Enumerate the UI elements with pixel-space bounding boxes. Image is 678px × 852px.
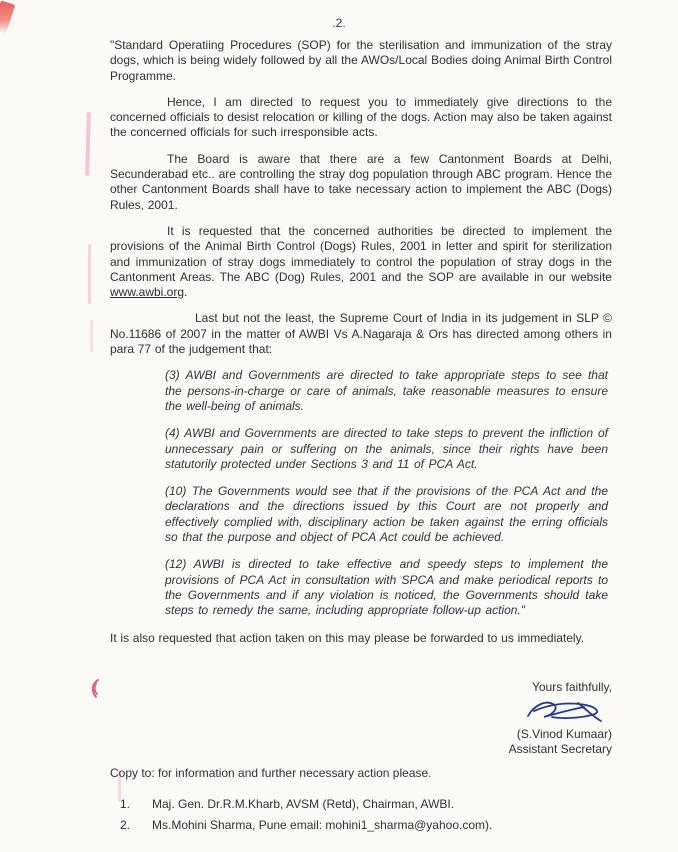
scan-artifact-pink-streak — [85, 112, 91, 176]
copy-to-heading: Copy to: for information and further necessary action please. — [110, 766, 432, 780]
paragraph-sop: "Standard Operatiing Procedures (SOP) for the sterilisation and immunization of the stray dogs, which is being widely followed by all the AWOs/Local Bodies doing Animal Birth Control Programme. — [110, 38, 612, 83]
paragraph-supreme-court: Last but not the least, the Supreme Court of India in its judgement in SLP © No.11686 of 2007 in the matter of AWBI Vs A.Nagaraja & Ors has directed among others in para 77 of the judgement that: — [110, 311, 612, 357]
quote-para-3: (3) AWBI and Governments are directed to take appropriate steps to see that the persons-in-charge or care of animals, take reasonable measures to ensure the well-being of animals. — [165, 368, 608, 413]
pen-mark-icon — [88, 678, 104, 705]
quote-para-4: (4) AWBI and Governments are directed to take steps to prevent the infliction of unnecessary pain or suffering on the animals, since their rights have been statutorily protected under Sections 3 and 11 of PCA Act. — [165, 426, 608, 471]
paragraph-abc-rules-text: It is requested that the concerned authorities be directed to implement the provisions of the Animal Birth Control (Dogs) Rules, 2001 in letter and spirit for sterilization and immunization of stray dogs immediately to control the population of stray dogs in the Cantonment Areas. The ABC (Dog) Rules, 2001 and the SOP are available in our website — [110, 223, 612, 284]
paragraph-hence: Hence, I am directed to request you to immediately give directions to the concerned officials to desist relocation or killing of the dogs. Action may also be taken against the concerned officials for such irresponsible acts. — [110, 94, 612, 140]
copy-item-text: Ms.Mohini Sharma, Pune email: mohini1_sharma@yahoo.com). — [152, 818, 493, 832]
quote-para-10: (10) The Governments would see that if the provisions of the PCA Act and the declarations and the directions issued by this Court are not properly and effectively complied with, disciplinary action be taken against the erring officials so that the purpose and object of PCA Act could be achieved. — [165, 484, 608, 545]
paragraph-cantonment-boards: The Board is aware that there are a few Cantonment Boards at Delhi, Secunderabad etc.. are controlling the stray dog population through ABC program. Hence the other Cantonment Boards shall have to take necessary action to implement the ABC (Dogs) Rules, 2001. — [110, 151, 612, 212]
copy-item-number: 1. — [120, 797, 131, 811]
quote-para-12: (12) AWBI is directed to take effective and speedy steps to implement the provisions of PCA Act in consultation with SPCA and make periodical reports to the Governments and if any violation is noticed, the Governments should take steps to remedy the same, including appropriate follow-up action." — [165, 557, 608, 618]
copy-item — [110, 817, 618, 834]
copy-section — [110, 766, 618, 838]
page-number: .2. — [332, 16, 346, 30]
scan-artifact-pink-streak — [88, 244, 91, 304]
copy-item — [110, 796, 618, 813]
signature-scribble-icon — [522, 697, 606, 727]
paragraph-abc-rules-period: . — [184, 285, 188, 300]
copy-item-number: 2. — [120, 818, 131, 832]
scan-artifact-pink-streak — [90, 320, 93, 352]
letter-body — [110, 38, 612, 646]
copy-item-text: Maj. Gen. Dr.R.M.Kharb, AVSM (Retd), Chairman, AWBI. — [152, 797, 455, 811]
paragraph-abc-rules — [110, 224, 612, 300]
signatory-name: (S.Vinod Kumaar) — [516, 727, 612, 741]
closing-line: It is also requested that action taken on this may please be forwarded to us immediately. — [110, 630, 585, 645]
signatory-title: Assistant Secretary — [508, 742, 612, 756]
website-link[interactable]: www.awbi.org — [110, 285, 185, 300]
salutation: Yours faithfully, — [531, 680, 612, 694]
signature-block — [509, 680, 678, 757]
